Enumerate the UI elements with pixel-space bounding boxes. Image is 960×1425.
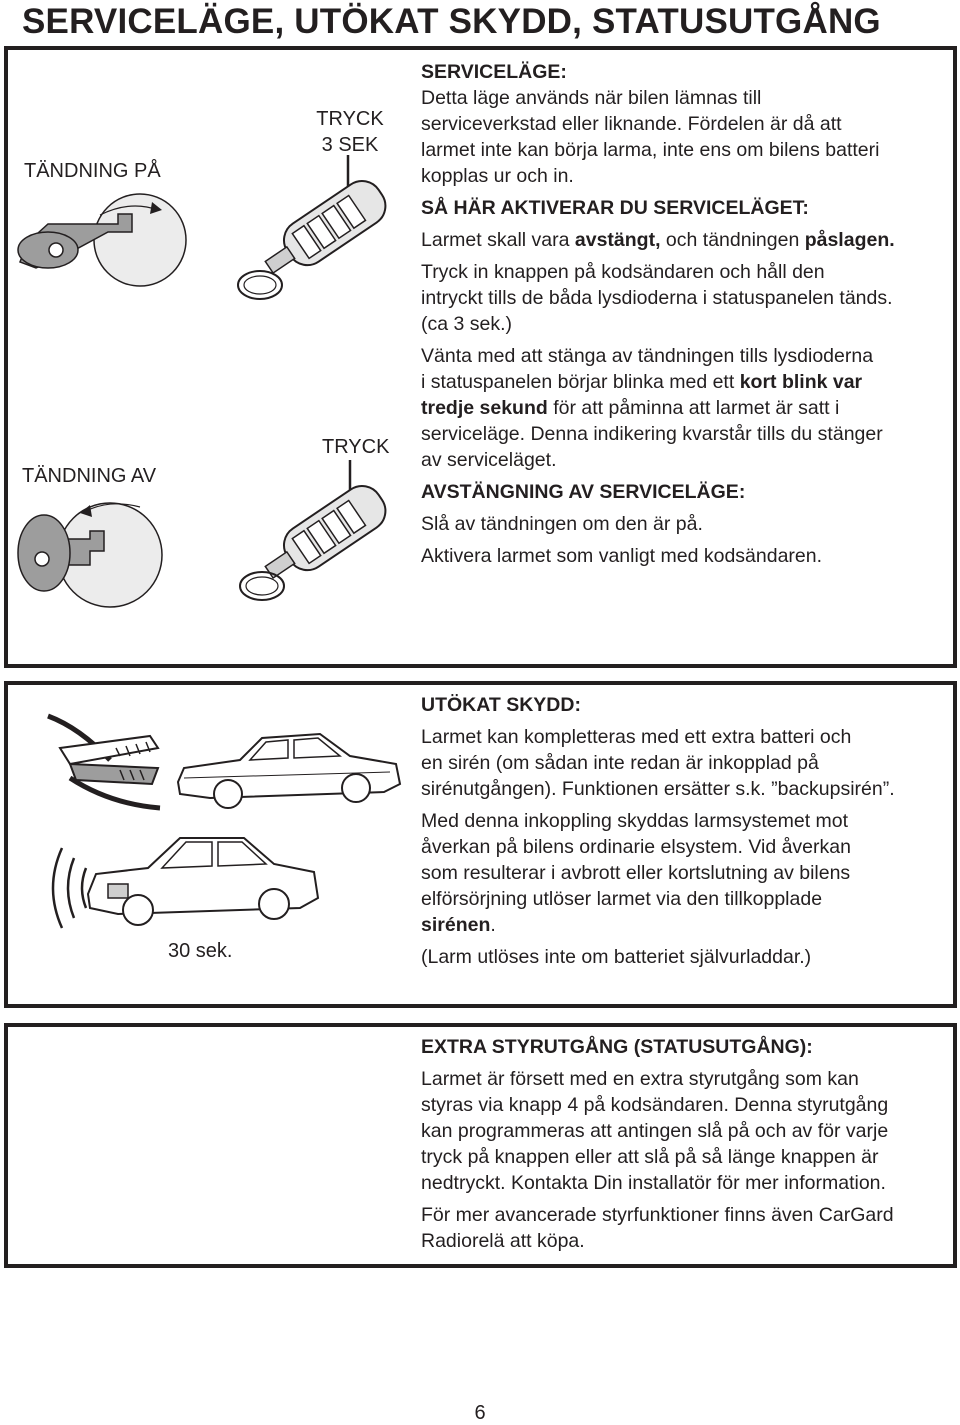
ignition-on-label: TÄNDNING PÅ bbox=[24, 160, 161, 182]
page-title: SERVICELÄGE, UTÖKAT SKYDD, STATUSUTGÅNG bbox=[22, 2, 881, 41]
deactivate-heading: AVSTÄNGNING AV SERVICELÄGE: bbox=[421, 481, 746, 503]
remote-control-icon bbox=[230, 460, 400, 620]
extended-para-1: Larmet kan kompletteras med ett extra batteri och en sirén (om sådan inte redan är inkopplad på sirénutgången). Funktionen ersätter s.k. ”backupsirén”. bbox=[421, 726, 895, 800]
jumper-clamp-icon bbox=[40, 708, 170, 818]
status-output-text bbox=[421, 1034, 951, 1254]
service-mode-heading: SERVICELÄGE: bbox=[421, 61, 567, 83]
car-icon bbox=[170, 720, 410, 820]
wait-instructions: Vänta med att stänga av tändningen tills lysdioderna i statuspanelen börjar blinka med ett kort blink var tredje sekund för att påminna att larmet är satt i serviceläge. Denna indikering kvarstår tills du stänger av serviceläget. bbox=[421, 345, 883, 471]
status-output-heading: EXTRA STYRUTGÅNG (STATUSUTGÅNG): bbox=[421, 1036, 813, 1058]
ignition-off-label: TÄNDNING AV bbox=[22, 465, 157, 487]
press-label: TRYCK bbox=[322, 436, 390, 458]
ignition-key-on-icon bbox=[0, 180, 200, 310]
ignition-key-off-icon bbox=[0, 495, 200, 625]
delay-label: 30 sek. bbox=[168, 940, 233, 962]
press-instructions: Tryck in knappen på kodsändaren och håll den intryckt tills de båda lysdioderna i statuspanelen tänds. (ca 3 sek.) bbox=[421, 261, 893, 335]
deactivate-step-1: Slå av tändningen om den är på. bbox=[421, 513, 703, 535]
deactivate-step-2: Aktivera larmet som vanligt med kodsändaren. bbox=[421, 545, 823, 567]
activate-text: Larmet skall vara avstängt, och tändningen påslagen. bbox=[421, 229, 895, 251]
page-number: 6 bbox=[474, 1402, 486, 1424]
press-3s-label: TRYCK 3 SEK bbox=[316, 108, 384, 156]
extended-note: (Larm utlöses inte om batteriet självurladdar.) bbox=[421, 946, 812, 968]
remote-control-icon bbox=[230, 155, 400, 315]
extended-protection-text bbox=[421, 692, 951, 970]
activate-heading: SÅ HÄR AKTIVERAR DU SERVICELÄGET: bbox=[421, 197, 809, 219]
extended-para-2: Med denna inkoppling skyddas larmsystemet mot åverkan på bilens ordinarie elsystem. Vid åverkan som resulterar i avbrott eller kortslutning av bilens elförsörjning utlöser larmet via den tillkopplade sirénen. bbox=[421, 810, 851, 936]
status-para-2: För mer avancerade styrfunktioner finns även CarGard Radiorelä att köpa. bbox=[421, 1204, 894, 1252]
status-para-1: Larmet är försett med en extra styrutgång som kan styras via knapp 4 på kodsändaren. Denna styrutgång kan programmeras att antingen slå på och av för varje tryck på knappen eller att slå på så länge knappen är nedtryckt. Kontakta Din installatör för mer information. bbox=[421, 1068, 889, 1194]
service-mode-text bbox=[421, 59, 951, 569]
service-mode-intro: Detta läge används när bilen lämnas till serviceverkstad eller liknande. Fördelen är då att larmet inte kan börja larma, inte ens om bilens batteri kopplas ur och in. bbox=[421, 87, 880, 187]
extended-protection-heading: UTÖKAT SKYDD: bbox=[421, 694, 581, 716]
